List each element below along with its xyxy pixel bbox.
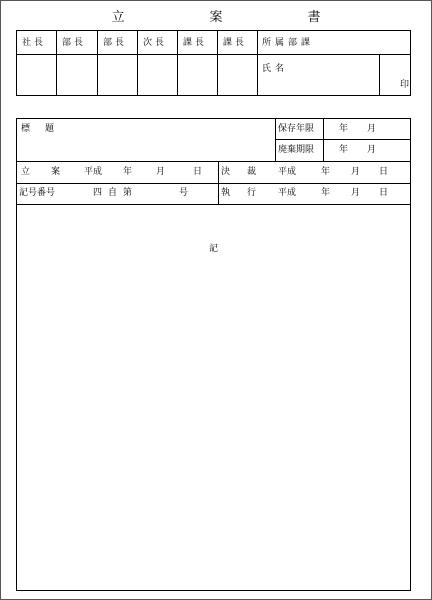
decided-day-label: 日 [379,167,389,177]
ki-heading: 記 [208,244,218,254]
record-number-value: 四自第 [93,188,139,198]
subject-label: 標 題 [21,124,58,134]
seal-box [379,55,412,95]
decided-year-label: 年 [321,167,331,177]
retention-year-label: 年 [339,124,349,134]
approval-column-department-head-2 [98,31,138,95]
department-label: 所属部課 [258,31,410,55]
approval-header: 課長 [218,31,257,55]
retention-value-divider [323,119,324,161]
executed-day-label: 日 [379,188,389,198]
retention-month-label: 月 [367,124,377,134]
row-divider [17,183,410,184]
department-column [258,31,410,95]
approval-header: 部長 [57,31,97,55]
drafted-day-label: 日 [193,167,203,177]
drafted-label: 立 案 [21,167,67,177]
drafted-month-label: 月 [156,167,166,177]
executed-year-label: 年 [321,188,331,198]
approval-stamp-table [16,30,411,96]
approval-column-section-chief-2 [218,31,258,95]
drafted-era-label: 平成 [84,167,103,177]
executed-month-label: 月 [351,188,361,198]
decided-month-label: 月 [351,167,361,177]
approval-header: 部長 [98,31,137,55]
approval-header: 社長 [17,31,56,55]
retention-divider [275,139,410,140]
document-title: 立 案 書 [111,10,357,25]
disposal-year-label: 年 [339,145,349,155]
disposal-month-label: 月 [367,145,377,155]
record-number-label: 記号番号 [19,188,56,198]
proposal-form [16,118,411,591]
disposal-label: 廃棄期限 [278,145,315,155]
subject-divider [275,119,276,161]
approval-header: 課長 [178,31,217,55]
approval-column-president [17,31,57,95]
decided-era-label: 平成 [278,167,297,177]
date-divider [218,161,219,204]
retention-label: 保存年限 [278,124,315,134]
name-label: 氏名 [262,64,289,74]
seal-label: 印 [399,80,409,90]
row-divider [17,161,410,162]
decided-label: 決 裁 [221,167,261,177]
drafted-year-label: 年 [123,167,133,177]
executed-era-label: 平成 [278,188,297,198]
executed-label: 執 行 [221,188,261,198]
approval-column-deputy [138,31,178,95]
approval-header: 次長 [138,31,177,55]
row-divider [17,204,410,205]
record-number-suffix: 号 [179,188,189,198]
approval-column-section-chief-1 [178,31,218,95]
approval-column-department-head-1 [57,31,98,95]
